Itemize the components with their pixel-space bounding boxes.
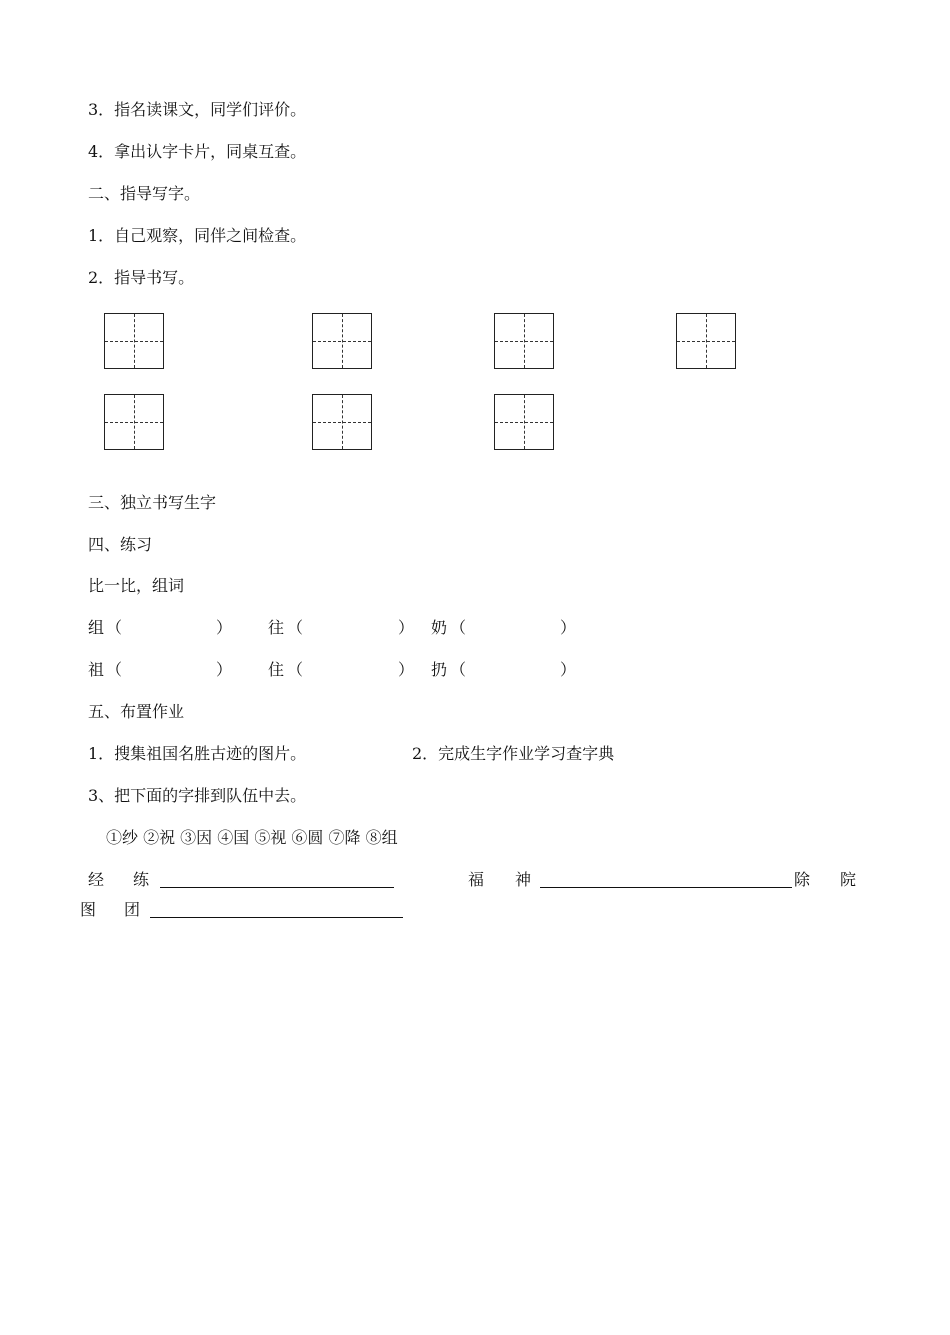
group-char: 院	[840, 870, 857, 889]
close-paren: ）	[560, 660, 577, 679]
close-paren: ）	[216, 618, 233, 637]
group-char: 图	[80, 900, 97, 919]
writing-grid-box[interactable]	[494, 313, 554, 369]
open-paren: （	[287, 618, 304, 637]
answer-blank[interactable]	[160, 887, 394, 888]
writing-grid-box[interactable]	[676, 313, 736, 369]
writing-grid-box[interactable]	[494, 394, 554, 450]
close-paren: ）	[398, 660, 415, 679]
section-3-heading: 三、独立书写生字	[88, 493, 217, 512]
step-3-read-aloud: 3．指名读课文，同学们评价。	[88, 100, 307, 119]
group-char: 团	[124, 900, 141, 919]
group-char: 福	[468, 870, 485, 889]
homework-item-1: 1．搜集祖国名胜古迹的图片。	[88, 744, 307, 763]
compare-char: 奶	[431, 618, 448, 637]
writing-grid-box[interactable]	[104, 394, 164, 450]
open-paren: （	[106, 660, 123, 679]
open-paren: （	[450, 618, 467, 637]
section-5-heading: 五、布置作业	[88, 702, 185, 721]
step-1-observe: 1．自己观察，同伴之间检查。	[88, 226, 307, 245]
open-paren: （	[450, 660, 467, 679]
open-paren: （	[287, 660, 304, 679]
writing-grid-box[interactable]	[312, 394, 372, 450]
step-2-guide-writing: 2．指导书写。	[88, 268, 195, 287]
open-paren: （	[106, 618, 123, 637]
compare-char: 扔	[431, 660, 448, 679]
compare-char: 往	[268, 618, 285, 637]
section-4-heading: 四、练习	[88, 535, 153, 554]
compare-heading: 比一比，组词	[88, 576, 185, 595]
compare-char: 住	[268, 660, 285, 679]
group-char: 经	[88, 870, 105, 889]
compare-char: 祖	[88, 660, 105, 679]
answer-blank[interactable]	[540, 887, 792, 888]
compare-char: 组	[88, 618, 105, 637]
close-paren: ）	[398, 618, 415, 637]
section-2-heading: 二、指导写字。	[88, 184, 201, 203]
close-paren: ）	[216, 660, 233, 679]
group-char: 除	[794, 870, 811, 889]
character-options: ①纱 ②祝 ③因 ④国 ⑤视 ⑥圆 ⑦降 ⑧组	[106, 828, 398, 847]
close-paren: ）	[560, 618, 577, 637]
step-4-card-check: 4．拿出认字卡片，同桌互查。	[88, 142, 307, 161]
writing-grid-box[interactable]	[104, 313, 164, 369]
homework-item-2: 2．完成生字作业学习查字典	[412, 744, 615, 763]
answer-blank[interactable]	[150, 917, 403, 918]
group-char: 神	[515, 870, 532, 889]
writing-grid-box[interactable]	[312, 313, 372, 369]
group-char: 练	[133, 870, 150, 889]
homework-item-3: 3、把下面的字排到队伍中去。	[88, 786, 307, 805]
